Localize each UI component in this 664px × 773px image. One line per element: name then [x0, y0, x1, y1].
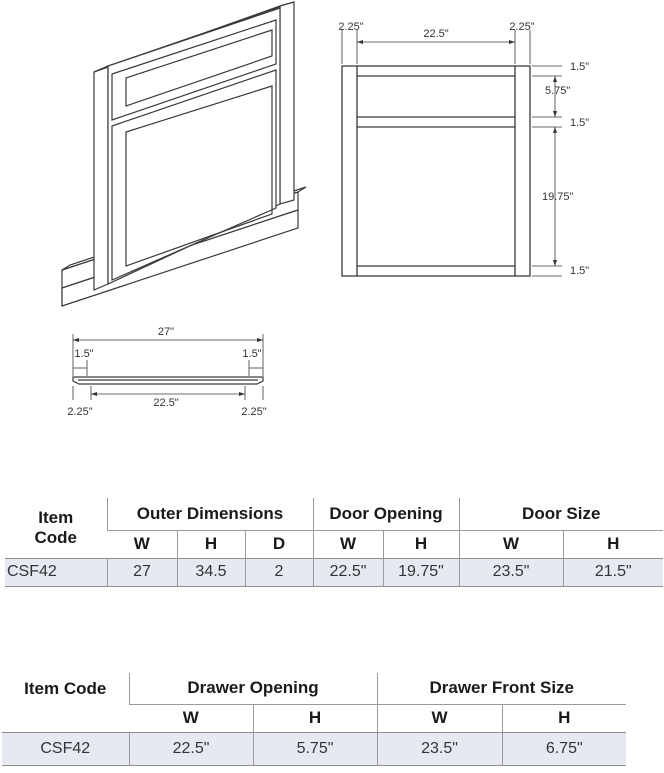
outer-depth-cell: 2	[245, 558, 313, 586]
drawer-opening-header: Drawer Opening	[129, 673, 377, 704]
door-size-height-cell: 21.5"	[563, 558, 663, 586]
outer-width-cell: 27	[107, 558, 177, 586]
toe-dim-mid: 22.5"	[153, 397, 179, 409]
front-dim-top-rail: 1.5"	[570, 61, 590, 73]
front-dim-mid-rail: 1.5"	[570, 117, 590, 129]
front-dim-door-opening: 19.75"	[542, 191, 574, 203]
toe-dim-left-end: 2.25"	[67, 406, 93, 418]
door-size-width-cell: 23.5"	[459, 558, 563, 586]
item-code-cell: CSF42	[2, 732, 129, 765]
door-opening-width-cell: 22.5"	[313, 558, 383, 586]
door-opening-height-header: H	[383, 530, 459, 558]
item-code-header: Item Code	[24, 679, 107, 698]
drawer-front-width-header: W	[377, 704, 502, 732]
toe-dim-left-small: 1.5"	[74, 348, 94, 360]
item-code-header	[5, 498, 107, 558]
drawer-front-size-header: Drawer Front Size	[377, 673, 626, 704]
drawer-table	[2, 673, 626, 766]
outer-height-header: H	[177, 530, 245, 558]
face-frame-front-view	[330, 0, 630, 300]
drawer-opening-width-header: W	[129, 704, 253, 732]
front-dim-drawer-opening: 5.75"	[545, 85, 571, 97]
toe-dim-overall: 27"	[157, 326, 175, 338]
drawer-front-width-cell: 23.5"	[377, 732, 502, 765]
toe-kick-plan-view	[50, 320, 290, 420]
table-row	[5, 558, 663, 586]
toe-dim-right-end: 2.25"	[241, 406, 267, 418]
outer-depth-header: D	[245, 530, 313, 558]
door-size-header: Door Size	[459, 498, 663, 530]
item-code-cell: CSF42	[5, 558, 107, 586]
drawer-front-height-header: H	[502, 704, 626, 732]
drawer-opening-height-header: H	[253, 704, 377, 732]
dimensions-table	[5, 498, 663, 587]
outer-height-cell: 34.5	[177, 558, 245, 586]
front-dim-opening-width: 22.5"	[423, 28, 449, 40]
table-row	[2, 732, 626, 765]
door-size-width-header: W	[459, 530, 563, 558]
outer-width-header: W	[107, 530, 177, 558]
door-opening-header: Door Opening	[313, 498, 459, 530]
cabinet-isometric-drawing	[0, 0, 320, 320]
front-dim-right-stile: 2.25"	[509, 21, 535, 33]
code-header-line2: Code	[34, 527, 77, 547]
door-size-height-header: H	[563, 530, 663, 558]
door-opening-height-cell: 19.75"	[383, 558, 459, 586]
drawer-opening-width-cell: 22.5"	[129, 732, 253, 765]
item-header-line1: Item	[38, 507, 74, 527]
front-dim-bottom-rail: 1.5"	[570, 265, 590, 277]
drawer-opening-height-cell: 5.75"	[253, 732, 377, 765]
outer-dimensions-header: Outer Dimensions	[107, 498, 313, 530]
drawer-front-height-cell: 6.75"	[502, 732, 626, 765]
front-dim-left-stile: 2.25"	[338, 21, 364, 33]
door-opening-width-header: W	[313, 530, 383, 558]
toe-dim-right-small: 1.5"	[242, 348, 262, 360]
